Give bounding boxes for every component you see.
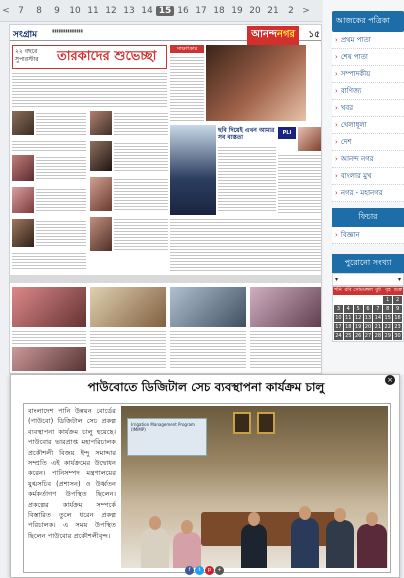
share-icons xyxy=(185,566,224,575)
story-photo xyxy=(12,187,34,213)
calendar-day xyxy=(373,296,382,304)
sidebar-item[interactable]: › বাংলার মুখ xyxy=(332,168,404,185)
next-page-arrow[interactable]: > xyxy=(302,5,310,16)
article-photo xyxy=(121,406,388,568)
sidebar xyxy=(323,0,404,375)
attendee-head xyxy=(366,512,378,526)
story-text xyxy=(12,139,86,151)
event-caption xyxy=(90,329,166,369)
attendee xyxy=(291,518,319,568)
article-popup xyxy=(10,374,400,578)
calendar-day[interactable]: 27 xyxy=(364,333,372,339)
calendar-day[interactable]: 9 xyxy=(393,305,402,313)
feature-headline: ছবি দিয়েই এখন আমার সব ব্যস্ততা xyxy=(218,127,275,141)
close-icon[interactable]: × xyxy=(385,375,395,385)
calendar-day[interactable]: 30 xyxy=(394,333,401,339)
calendar-day[interactable]: 3 xyxy=(334,305,343,313)
interview-text xyxy=(170,55,204,121)
calendar-day[interactable]: 24 xyxy=(335,333,342,339)
calendar-day[interactable]: 6 xyxy=(364,305,373,313)
brand-part-a: আনন্দ xyxy=(251,29,277,40)
share-icon[interactable]: p xyxy=(205,566,214,575)
attendee-head xyxy=(149,516,161,530)
calendar-day[interactable]: 5 xyxy=(354,305,363,313)
page-link[interactable]: 17 xyxy=(195,5,207,16)
sidebar-item[interactable]: › প্রথম পাতা xyxy=(332,32,404,49)
page-link[interactable]: 18 xyxy=(213,5,225,16)
calendar-weekday: শুক্র xyxy=(393,287,403,293)
story-text xyxy=(114,217,168,251)
calendar-day xyxy=(364,296,373,304)
story-text xyxy=(114,177,168,211)
article-body: বাংলাদেশ পানি উন্নয়ন বোর্ডের (পাউবো) ডিজিটাল সেচ প্রকল্প ব্যবস্থাপনা কার্যক্রম চালু হয়েছে। পাউবোর ভারপ্রাপ্ত মহাপরিচালক প্রকৌশলী বিজয় ইন্দু সমাদ্দার সম্প্রতি এই কার্যক্রমের উদ্বোধন করেন। পানিসম্পদ মন্ত্রণালয়ের যুগ্মসচিব (প্রশাসন) ও উর্ধ্বতন কর্মকর্তাগণ উপস্থিত ছিলেন। প্রকল্পের কার্যক্রম সম্পর্কে বিস্তারিত তুলে ধরেন প্রকল্প পরিচালক। এ সময় উপস্থিত ছিলেন পাউবোর প্রকৌশলীবৃন্দ। xyxy=(28,407,116,540)
sidebar-item[interactable]: › বাণিজ্য xyxy=(332,83,404,100)
left-story-column xyxy=(12,111,86,271)
calendar-day[interactable]: 29 xyxy=(384,333,391,339)
event-photo xyxy=(90,287,166,327)
feature-continuation-text xyxy=(170,217,321,271)
story-text xyxy=(114,141,168,171)
page-link[interactable]: 12 xyxy=(105,5,117,16)
story-photo xyxy=(90,141,112,171)
article-title: পাউবোতে ডিজিটাল সেচ ব্যবস্থাপনা কার্যক্রম চালু xyxy=(87,380,325,394)
calendar-day[interactable]: 13 xyxy=(364,315,372,321)
brand-part-b: নগর xyxy=(276,29,295,40)
middle-story-column xyxy=(90,111,168,271)
todays-paper-heading: আজকের পত্রিকা xyxy=(332,11,404,32)
page-link[interactable]: 16 xyxy=(177,5,189,16)
banner-text: Irrigation Management Program (IMIMP) xyxy=(131,422,195,432)
event-photo xyxy=(170,287,246,327)
event-caption xyxy=(250,329,321,369)
attendee-head xyxy=(248,512,260,526)
prev-page-arrow[interactable]: < xyxy=(2,5,10,16)
calendar-day[interactable]: 15 xyxy=(384,315,391,321)
calendar-day[interactable]: 25 xyxy=(345,333,352,339)
archive-heading: পুরোনো সংখ্যা xyxy=(332,254,404,273)
calendar-day[interactable]: 11 xyxy=(345,315,352,321)
sidebar-item-science[interactable]: › বিজ্ঞান xyxy=(332,227,404,244)
calendar-day[interactable]: 8 xyxy=(383,305,392,313)
conference-table xyxy=(201,512,341,546)
page-link[interactable]: 13 xyxy=(123,5,135,16)
sidebar-item[interactable]: › দেশ xyxy=(332,134,404,151)
sidebar-item[interactable]: › খেলাধূলা xyxy=(332,117,404,134)
event-photo xyxy=(250,287,321,327)
page-link[interactable]: 7 xyxy=(18,5,24,16)
calendar-day[interactable]: 18 xyxy=(345,324,352,330)
calendar-weekday: রবি xyxy=(344,287,352,293)
story-text xyxy=(36,111,86,135)
page-link[interactable]: 20 xyxy=(249,5,261,16)
portrait-photo xyxy=(298,127,321,151)
calendar-day[interactable]: 19 xyxy=(354,324,362,330)
calendar-weekday: বুধ xyxy=(375,287,381,293)
calendar-day[interactable]: 16 xyxy=(394,315,401,321)
story-text xyxy=(36,219,86,247)
sidebar-item[interactable]: › নগর - মহানগর xyxy=(332,185,404,202)
sidebar-item[interactable]: › খবর xyxy=(332,100,404,117)
calendar-day[interactable]: 22 xyxy=(384,324,391,330)
story-photo xyxy=(90,111,112,135)
lead-kicker: ২২ বছরে সুপারস্টার xyxy=(15,48,39,63)
story-text xyxy=(114,111,168,135)
attendee xyxy=(357,524,387,568)
calendar-day[interactable]: 17 xyxy=(335,324,342,330)
calendar-day[interactable]: 28 xyxy=(374,333,382,339)
calendar-day xyxy=(344,296,353,304)
story-text xyxy=(12,251,86,269)
page-number-strip xyxy=(0,0,322,22)
program-banner xyxy=(127,418,207,456)
calendar-day[interactable]: 12 xyxy=(354,315,362,321)
attendee xyxy=(241,524,267,568)
story-photo xyxy=(12,111,34,135)
lead-headline: তারকাদের শুভেচ্ছা xyxy=(57,49,157,64)
attendee-head xyxy=(334,508,346,522)
story-photo xyxy=(12,219,34,247)
sidebar-item[interactable]: › সম্পাদকীয় xyxy=(332,66,404,83)
event-caption xyxy=(12,329,86,345)
calendar-weekday: মঙ্গল xyxy=(363,287,373,293)
story-text xyxy=(36,187,86,213)
interview-couple-photo xyxy=(206,45,306,121)
epaper-page[interactable] xyxy=(9,24,322,374)
story-photo xyxy=(90,177,112,211)
feature-text xyxy=(218,145,276,213)
calendar-day[interactable]: 14 xyxy=(374,315,382,321)
event-photo xyxy=(12,287,86,327)
calendar-day[interactable]: 7 xyxy=(373,305,382,313)
page-link[interactable]: 14 xyxy=(141,5,153,16)
lead-headline-box xyxy=(12,45,167,69)
story-photo xyxy=(90,217,112,251)
page-number-list xyxy=(12,6,300,16)
calendar-days xyxy=(333,295,403,341)
calendar-day[interactable]: 1 xyxy=(383,296,392,304)
page-number: ১৫ xyxy=(308,30,320,40)
masthead xyxy=(10,25,322,41)
story-text xyxy=(36,155,86,181)
interview-tag: সাক্ষাৎকার xyxy=(170,45,204,53)
calendar-day[interactable]: 10 xyxy=(335,315,342,321)
calendar-weekday: বৃহ xyxy=(385,287,391,293)
sidebar-item[interactable]: › আনন্দ নগর xyxy=(332,151,404,168)
calendar-weekdays xyxy=(333,287,403,295)
share-icon[interactable]: + xyxy=(215,566,224,575)
section-list xyxy=(332,32,404,202)
page-link[interactable]: 2 xyxy=(288,5,294,16)
story-photo xyxy=(12,155,34,181)
event-photo xyxy=(12,347,86,371)
newspaper-logo: সংগ্রাম xyxy=(13,30,38,40)
attendee-head xyxy=(181,520,193,534)
calendar-day[interactable]: 26 xyxy=(354,333,362,339)
page-link[interactable]: 11 xyxy=(87,5,99,16)
page-link[interactable]: 9 xyxy=(54,5,60,16)
archive-date-select[interactable] xyxy=(332,273,404,286)
actor-photo xyxy=(170,125,216,215)
archive-select-left: ▾ xyxy=(335,276,339,283)
anandanagar-brand xyxy=(247,26,299,45)
calendar-weekday: শনি xyxy=(334,287,342,293)
wall-portrait xyxy=(233,412,251,434)
calendar-day[interactable]: 4 xyxy=(344,305,353,313)
attendee xyxy=(141,528,169,568)
article-clipping xyxy=(23,403,391,573)
page-link[interactable]: 21 xyxy=(267,5,279,16)
attendee xyxy=(173,532,201,568)
side-text xyxy=(278,153,321,213)
calendar-day xyxy=(354,296,363,304)
share-icon[interactable]: f xyxy=(185,566,194,575)
divider-bar xyxy=(10,275,322,283)
masthead-meta: ▮▮▮▮▮▮▮▮▮▮▮▮▮▮ xyxy=(52,28,83,33)
page-link[interactable]: 8 xyxy=(36,5,42,16)
page-link[interactable]: 10 xyxy=(69,5,81,16)
attendee-head xyxy=(299,506,311,520)
calendar-day[interactable]: 23 xyxy=(394,324,401,330)
wall-portrait xyxy=(257,412,275,434)
page-link[interactable]: 19 xyxy=(231,5,243,16)
lead-text-block xyxy=(12,71,167,109)
page-link[interactable]: 15 xyxy=(156,6,174,16)
feature-heading[interactable]: ফিচার xyxy=(332,208,404,227)
archive-select-right: ▾ xyxy=(397,276,401,283)
share-icon[interactable]: t xyxy=(195,566,204,575)
attendee xyxy=(326,520,354,568)
sidebar-item[interactable]: › শেষ পাতা xyxy=(332,49,404,66)
calendar-weekday: সোম xyxy=(353,287,363,293)
calendar-day xyxy=(334,296,343,304)
calendar-day[interactable]: 21 xyxy=(374,324,382,330)
calendar-day[interactable]: 20 xyxy=(364,324,372,330)
calendar-day[interactable]: 2 xyxy=(393,296,402,304)
ad-logo: PLI xyxy=(278,127,296,139)
archive-calendar xyxy=(332,286,404,342)
event-caption xyxy=(170,329,246,369)
